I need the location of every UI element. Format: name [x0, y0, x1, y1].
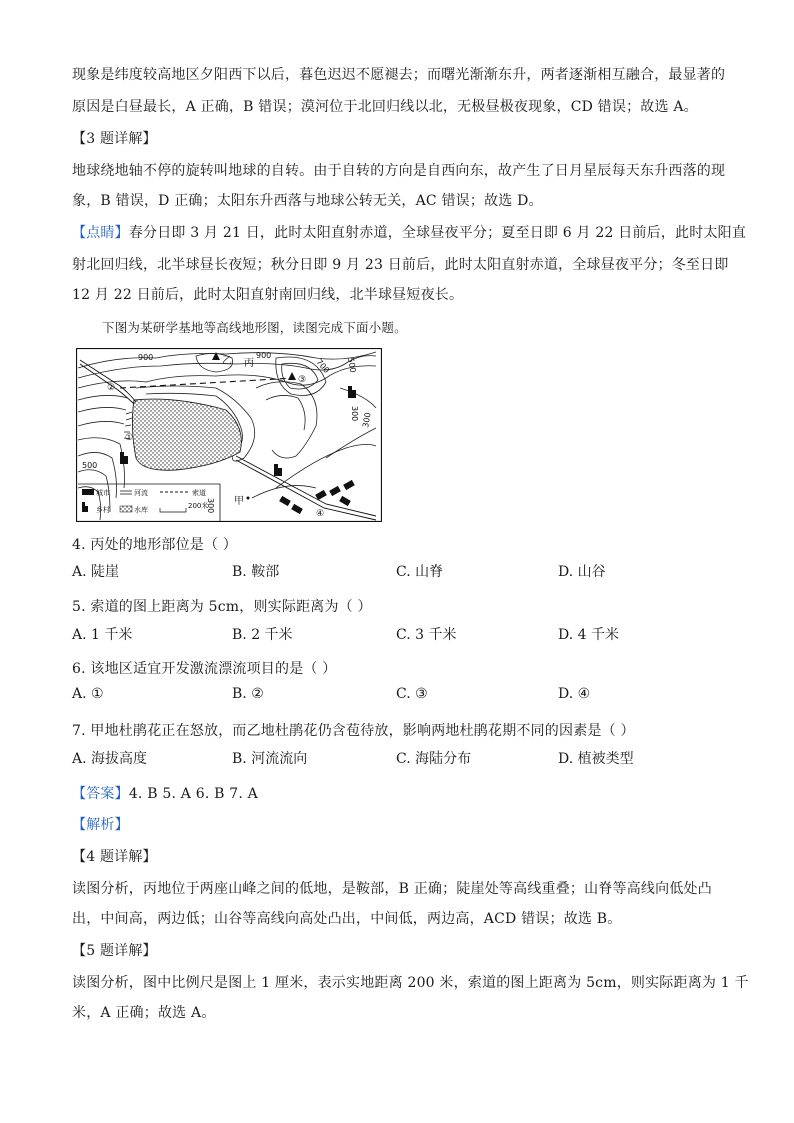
q4-option-d: D. 山谷: [558, 564, 606, 580]
marker-1: ①: [125, 433, 134, 443]
q7-option-b: B. 河流流向: [232, 751, 308, 767]
marker-4: ④: [316, 509, 325, 519]
place-jia-dot: [247, 497, 250, 500]
paragraph-line: 象，B 错误，D 正确；太阳东升西落与地球公转无关，AC 错误；故选 D。: [72, 193, 543, 209]
question-6-stem: 6. 该地区适宜开发激流漂流项目的是（ ）: [72, 661, 337, 677]
place-jia: 甲: [234, 496, 244, 507]
q4-option-c: C. 山脊: [396, 564, 444, 580]
q4-detail-header: 【4 题详解】: [72, 849, 157, 865]
paragraph-line: 米，A 正确；故选 A。: [72, 1005, 216, 1021]
analysis-label: 【解析】: [72, 817, 129, 833]
map-intro: 下图为某研学基地等高线地形图，读图完成下面小题。: [102, 320, 407, 335]
q6-option-c: C. ③: [396, 686, 428, 702]
place-yi: 乙: [222, 356, 232, 367]
q5-option-a: A. 1 千米: [72, 627, 133, 643]
dianjing-line: [72, 218, 747, 249]
legend-village: 乡村: [96, 506, 110, 514]
reservoir: [132, 399, 241, 470]
paragraph-line: 读图分析，图中比例尺是图上 1 厘米，表示实地距离 200 米，索道的图上距离为 5cm，则实际距离为 1 千: [72, 975, 749, 991]
q5-option-c: C. 3 千米: [396, 627, 457, 643]
answer-text: 4. B 5. A 6. B 7. A: [128, 786, 258, 802]
contour-label: 300: [361, 411, 373, 429]
q5-option-b: B. 2 千米: [232, 627, 293, 643]
legend-reservoir: 水库: [134, 506, 148, 514]
paragraph-line: 现象是纬度较高地区夕阳西下以后，暮色迟迟不愿褪去；而曙光渐渐东升，两者逐渐相互融合，最显著的: [72, 67, 726, 83]
legend-river: 河流: [134, 489, 148, 497]
q4-option-a: A. 陡崖: [72, 564, 120, 580]
q6-option-b: B. ②: [232, 686, 264, 702]
contour-label: 300: [350, 406, 359, 422]
paragraph-line: 12 月 22 日前后，此时太阳直射南回归线，北半球昼短夜长。: [72, 287, 464, 303]
legend-cableway: 索道: [192, 489, 206, 497]
question-7-stem: 7. 甲地杜鹃花正在怒放，而乙地杜鹃花仍含苞待放，影响两地杜鹃花期不同的因素是（ ）: [72, 723, 635, 739]
place-bing: 丙: [244, 358, 254, 369]
legend-scale: 200米: [188, 502, 209, 510]
paragraph-line: 射北回归线，北半球昼长夜短；秋分日即 9 月 23 日前后，此时太阳直射赤道，全球昼夜平分；冬至日即: [72, 257, 729, 273]
contour-label: 900: [138, 353, 154, 362]
paragraph-line: 原因是白昼最长，A 正确，B 错误；漠河位于北回归线以北，无极昼极夜现象，CD 错误；故选 A。: [72, 99, 698, 115]
q6-option-d: D. ④: [558, 686, 591, 702]
legend-city: 城市: [96, 489, 110, 497]
q3-header: 【3 题详解】: [72, 131, 157, 147]
q5-option-d: D. 4 千米: [558, 627, 619, 643]
q5-detail-header: 【5 题详解】: [72, 943, 157, 959]
q7-option-c: C. 海陆分布: [396, 751, 472, 767]
question-4-stem: 4. 丙处的地形部位是（ ）: [72, 537, 238, 553]
dianjing-text: 春分日即 3 月 21 日，此时太阳直射赤道，全球昼夜平分；夏至日即 6 月 22 日前后，此时太阳直: [128, 225, 747, 241]
q4-option-b: B. 鞍部: [232, 564, 280, 580]
contour-label: 300: [206, 498, 215, 514]
q6-option-a: A. ①: [72, 686, 104, 702]
question-5-stem: 5. 索道的图上距离为 5cm，则实际距离为（ ）: [72, 599, 372, 615]
contour-label: 700: [314, 357, 332, 375]
marker-2: ②: [107, 383, 116, 393]
dianjing-label: 【点睛】: [72, 225, 129, 241]
contour-map: [76, 348, 382, 522]
answer-label: 【答案】: [72, 786, 129, 802]
marker-3: ③: [298, 375, 307, 385]
paragraph-line: 读图分析，丙地位于两座山峰之间的低地，是鞍部，B 正确；陡崖处等高线重叠；山脊等高线向低处凸: [72, 881, 712, 897]
contour-label: 500: [346, 356, 358, 374]
paragraph-line: 出，中间高，两边低；山谷等高线向高处凸出，中间低，两边高，ACD 错误；故选 B。: [72, 911, 622, 927]
paragraph-line: 地球绕地轴不停的旋转叫地球的自转。由于自转的方向是自西向东，故产生了日月星辰每天东升西落的现: [72, 163, 726, 179]
q7-option-d: D. 植被类型: [558, 751, 634, 767]
contour-label: 900: [256, 351, 272, 360]
answer-line: [72, 779, 724, 810]
contour-label: 500: [82, 461, 98, 470]
q7-option-a: A. 海拔高度: [72, 751, 148, 767]
